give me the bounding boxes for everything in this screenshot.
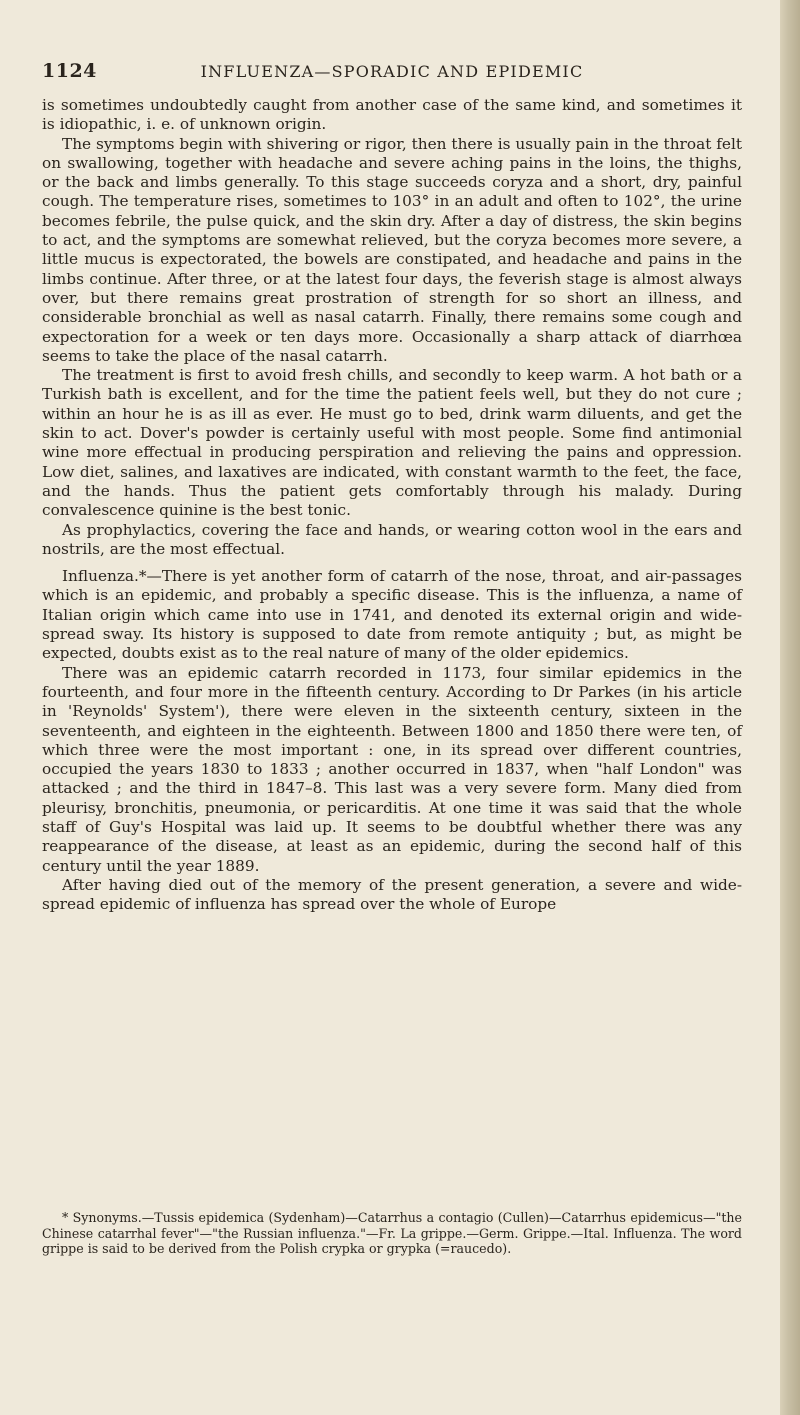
paragraph-treatment: The treatment is first to avoid fresh chills, and secondly to keep warm. A hot bath or a Turkish bath is excellent, and for the time the patient feels well, but they do not cure ; within an hour he is as ill as ever. He must go to bed, drink warm diluents, and get the skin to act. Dover's powder is certainly useful with most people. Some find antimonial wine more effectual in producing perspiration and relieving the pains and oppression. Low diet, salines, and laxatives are indicated, with constant warmth to the feet, the face, and the hands. Thus the patient gets comfortably through his malady. During convalescence quinine is the best tonic.: [42, 366, 742, 520]
paragraph-epidemic-history: There was an epidemic catarrh recorded in 1173, four similar epidemics in the fourteenth, and four more in the fifteenth century. According to Dr Parkes (in his article in 'Reynolds' System'), there were eleven in the sixteenth century, sixteen in the seventeenth, and eighteen in the eighteenth. Between 1800 and 1850 there were ten, of which three were the most important : one, in its spread over different countries, occupied the years 1830 to 1833 ; another occurred in 1837, when "half London" was attacked ; and the third in 1847–8. This last was a very severe form. Many died from pleurisy, bronchitis, pneumonia, or pericarditis. At one time it was said that the whole staff of Guy's Hospital was laid up. It seems to be doubtful whether there was any reappearance of the disease, at least as an epidemic, during the second half of this century until the year 1889.: [42, 663, 742, 875]
footnote: [42, 1210, 742, 1257]
running-head: INFLUENZA—SPORADIC AND EPIDEMIC: [200, 62, 584, 81]
paragraph-symptoms: The symptoms begin with shivering or rigor, then there is usually pain in the throat felt on swallowing, together with headache and severe aching pains in the loins, the thighs, or the back and limbs generally. To this stage succeeds coryza and a short, dry, painful cough. The temperature rises, sometimes to 103° in an adult and often to 102°, the urine becomes febrile, the pulse quick, and the skin dry. After a day of distress, the skin begins to act, and the symptoms are somewhat relieved, but the coryza becomes more severe, a little mucus is expectorated, the bowels are constipated, and headache and pains in the limbs continue. After three, or at the latest four days, the feverish stage is almost always over, but there remains great prostration of strength for so short an illness, and considerable bronchial as well as nasal catarrh. Finally, there remains some cough and expectoration for a week or ten days more. Occasionally a sharp attack of diarrhœa seems to take the place of the nasal catarrh.: [42, 134, 742, 365]
paragraph-continuation: is sometimes undoubtedly caught from another case of the same kind, and sometimes it is idiopathic, i. e. of unknown origin.: [42, 96, 742, 134]
paragraph-prophylactics: As prophylactics, covering the face and hands, or wearing cotton wool in the ears and nostrils, are the most effectual.: [42, 520, 742, 558]
paragraph-recent-epidemic: After having died out of the memory of the present generation, a severe and wide-spread epidemic of influenza has spread over the whole of Europe: [42, 875, 742, 914]
page-header: [42, 60, 742, 90]
page-number: 1124: [42, 60, 97, 82]
page-edge: [780, 0, 800, 1415]
paragraph-influenza-intro: Influenza.*—There is yet another form of catarrh of the nose, throat, and air-passages which is an epidemic, and probably a specific disease. This is the influenza, a name of Italian origin which came into use in 1741, and denoted its external origin and wide-spread sway. Its history is supposed to date from remote antiquity ; but, as might be expected, doubts exist as to the real nature of many of the older epidemics.: [42, 567, 742, 663]
body-text: [42, 96, 742, 914]
footnote-synonyms: * Synonyms.—Tussis epidemica (Sydenham)—Catarrhus a contagio (Cullen)—Catarrhus epidemicus—"the Chinese catarrhal fever"—"the Russian influenza."—Fr. La grippe.—Germ. Grippe.—Ital. Influenza. The word grippe is said to be derived from the Polish crypka or grypka (=raucedo).: [42, 1210, 742, 1256]
